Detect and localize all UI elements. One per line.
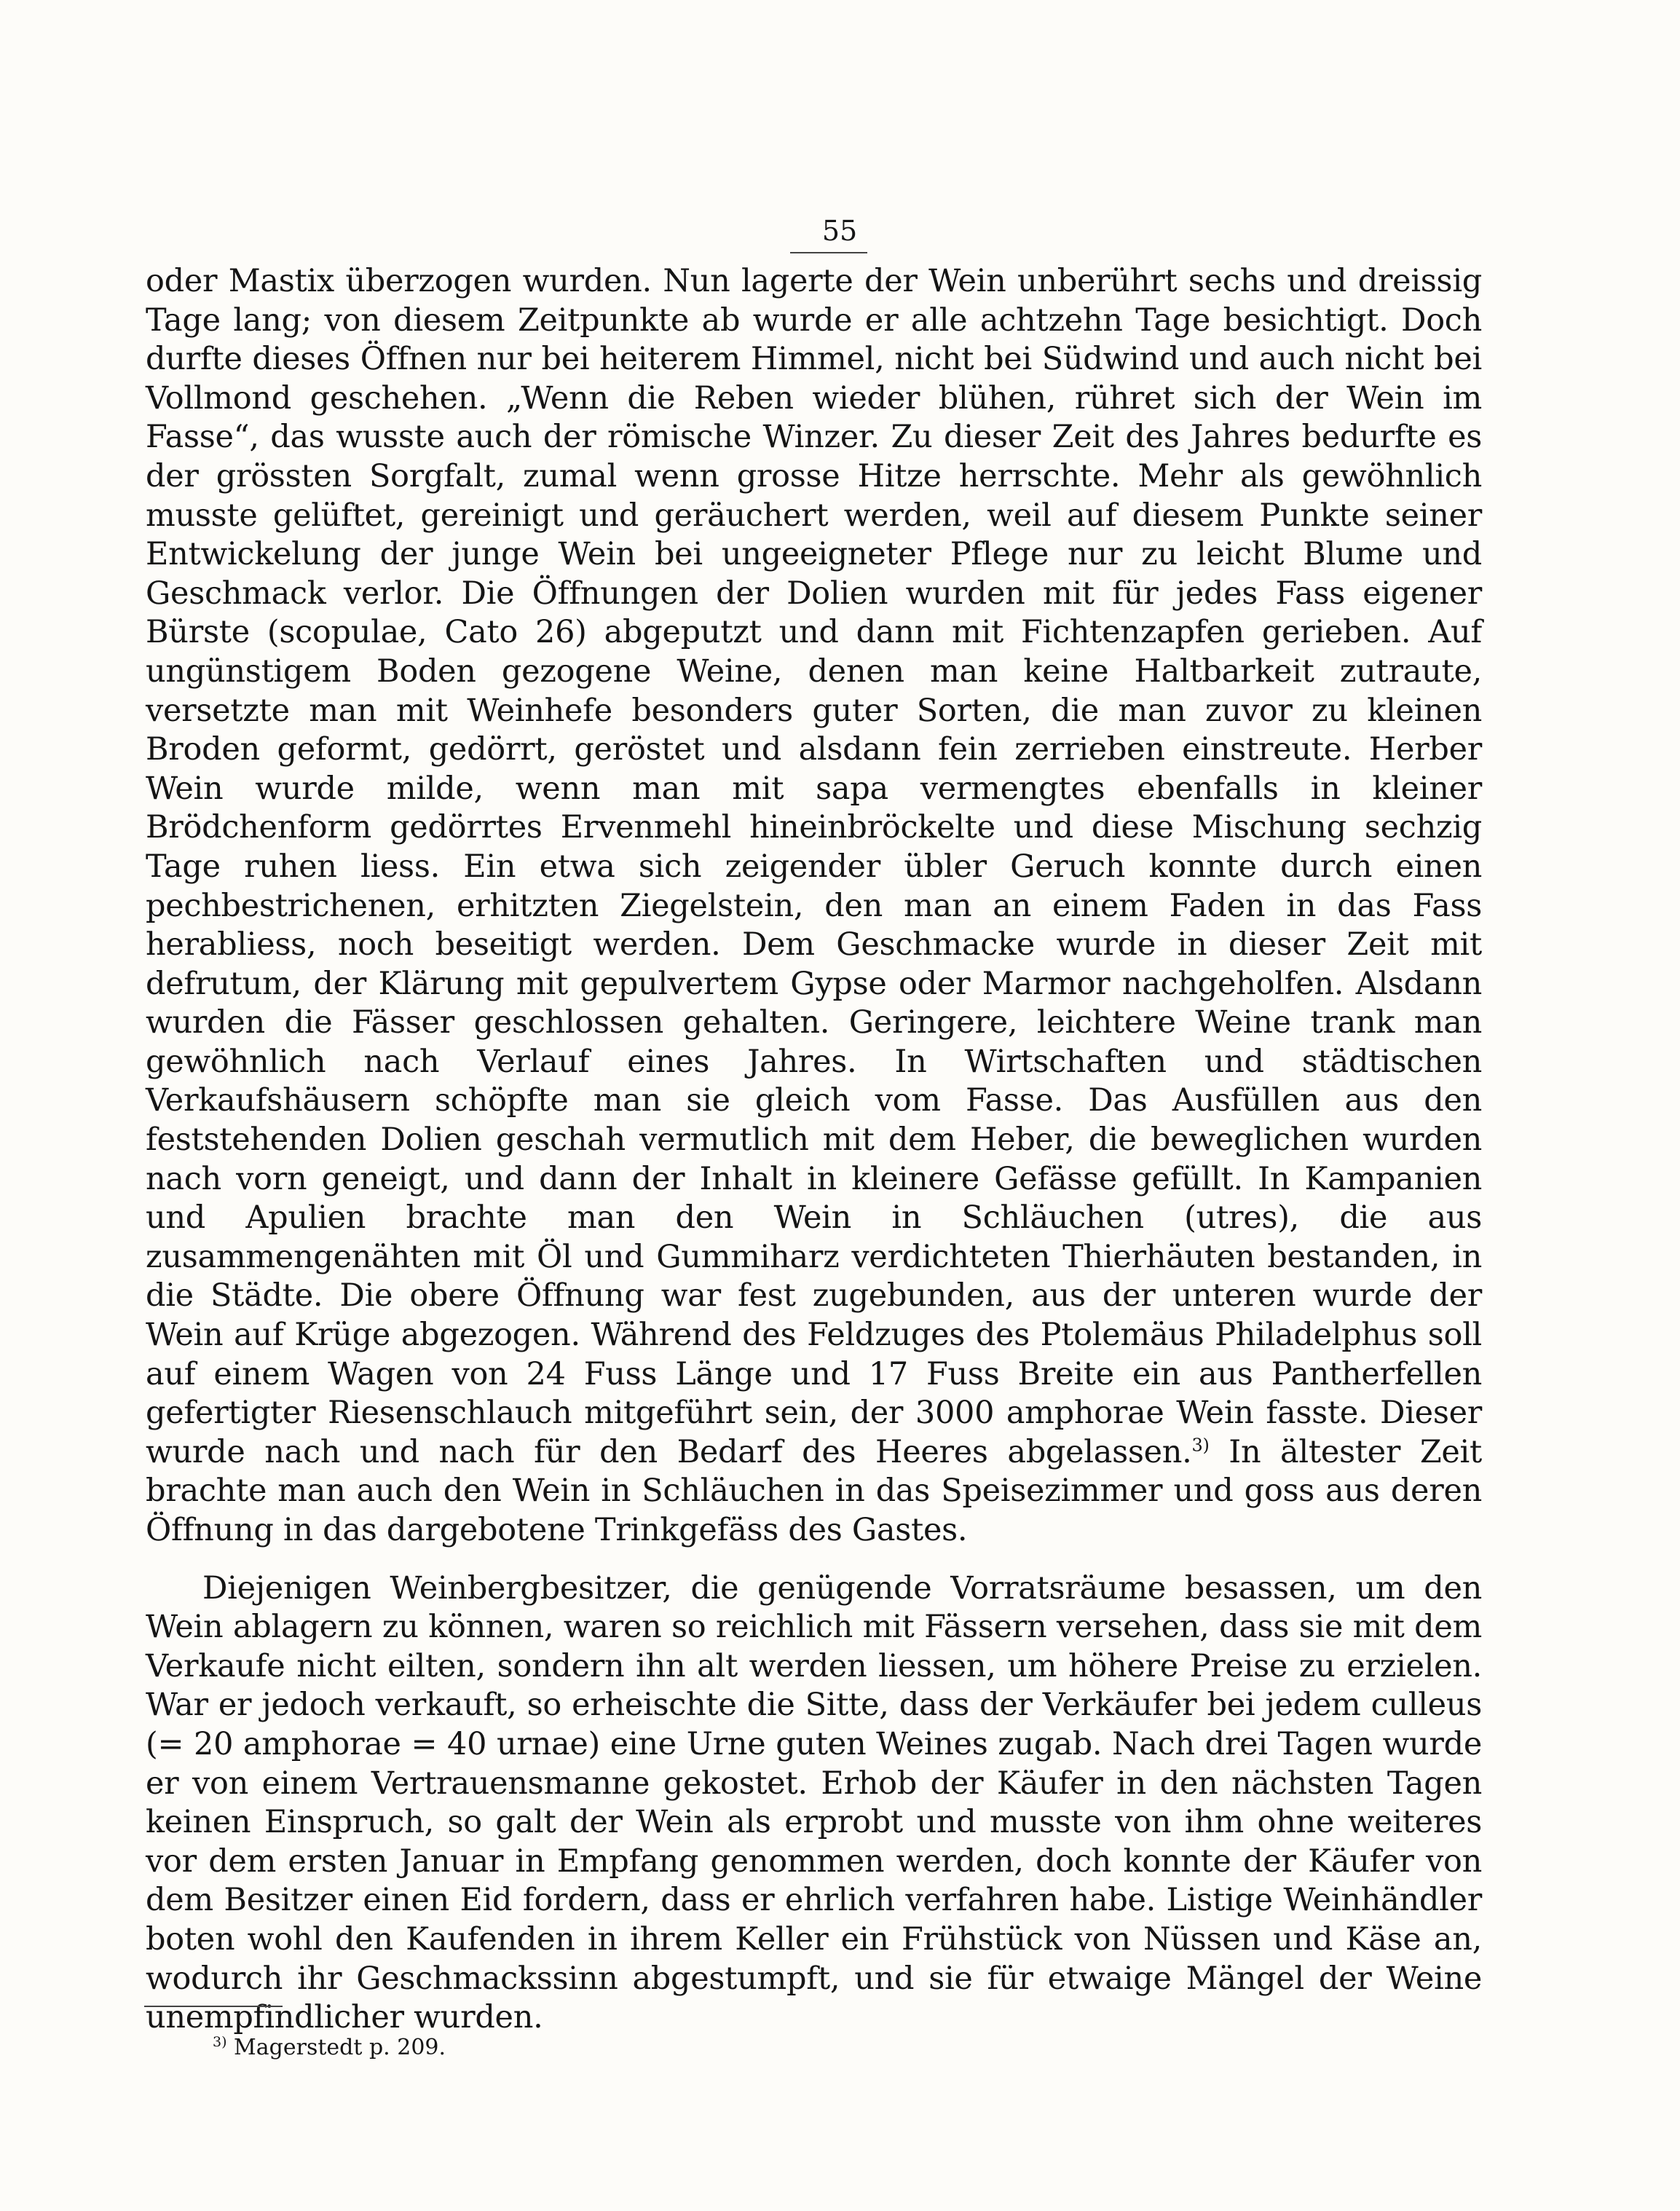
footnote-reference: 3) — [1191, 1435, 1210, 1456]
paragraph-1-tail: In ältester Zeit brachte man auch den Wein in Schläuchen in das Speisezimmer und goss aus deren Öffnung in das dargebotene Trinkgefäss des Gastes. — [146, 1433, 1482, 1548]
paragraph-1-text: oder Mastix überzogen wurden. Nun lagerte der Wein unberührt sechs und dreissig Tage lang; von diesem Zeitpunkte ab wurde er alle achtzehn Tage besichtigt. Doch durfte dieses Öffnen nur bei heiterem Himmel, nicht bei Südwind und auch nicht bei Vollmond geschehen. „Wenn die Reben wieder blühen, rühret sich der Wein im Fasse“, das wusste auch der römische Winzer. Zu dieser Zeit des Jahres bedurfte es der grössten Sorgfalt, zumal wenn grosse Hitze herrschte. Mehr als gewöhnlich musste gelüftet, gereinigt und geräuchert werden, weil auf diesem Punkte seiner Entwickelung der junge Wein bei ungeeigneter Pflege nur zu leicht Blume und Geschmack verlor. Die Öffnungen der Dolien wurden mit für jedes Fass eigener Bürste (scopulae, Cato 26) abgeputzt und dann mit Fichtenzapfen gerieben. Auf ungünstigem Boden gezogene Weine, denen man keine Haltbarkeit zutraute, versetzte man mit Weinhefe besonders guter Sorten, die man zuvor zu kleinen Broden geformt, gedörrt, geröstet und alsdann fein zerrieben einstreute. Herber Wein wurde milde, wenn man mit sapa vermengtes ebenfalls in kleiner Brödchenform gedörrtes Ervenmehl hineinbröckelte und diese Mischung sechzig Tage ruhen liess. Ein etwa sich zeigender übler Geruch konnte durch einen pechbestrichenen, erhitzten Ziegelstein, den man an einem Faden in das Fass herabliess, noch beseitigt werden. Dem Geschmacke wurde in dieser Zeit mit defrutum, der Klärung mit gepulvertem Gypse oder Marmor nachgeholfen. Alsdann wurden die Fässer geschlossen gehalten. Geringere, leichtere Weine trank man gewöhnlich nach Verlauf eines Jahres. In Wirtschaften und städtischen Verkaufshäusern schöpfte man sie gleich vom Fasse. Das Ausfüllen aus den feststehenden Dolien geschah vermutlich mit dem Heber, die beweglichen wurden nach vorn geneigt, und dann der Inhalt in kleinere Gefässe gefüllt. In Kampanien und Apulien brachte man den Wein in Schläuchen (utres), die aus zusammengenähten mit Öl und Gummiharz verdichteten Thierhäuten bestanden, in die Städte. Die obere Öffnung war fest zugebunden, aus der unteren wurde der Wein auf Krüge abgezogen. Während des Feldzuges des Ptolemäus Philadelphus soll auf einem Wagen von 24 Fuss Länge und 17 Fuss Breite ein aus Pantherfellen gefertigter Riesenschlauch mitgeführt sein, der 3000 amphorae Wein fasste. Dieser wurde nach und nach für den Bedarf des Heeres abgelassen. — [146, 263, 1482, 1470]
paragraph-1 — [146, 262, 1482, 1550]
paragraph-2: Diejenigen Weinbergbesitzer, die genügende Vorratsräume besassen, um den Wein ablagern zu können, waren so reichlich mit Fässern versehen, dass sie mit dem Verkaufe nicht eilten, sondern ihn alt werden liessen, um höhere Preise zu erzielen. War er jedoch verkauft, so erheischte die Sitte, dass der Verkäufer bei jedem culleus (= 20 amphorae = 40 urnae) eine Urne guten Weines zugab. Nach drei Tagen wurde er von einem Vertrauensmanne gekostet. Erhob der Käufer in den nächsten Tagen keinen Einspruch, so galt der Wein als erprobt und musste von ihm ohne weiteres vor dem ersten Januar in Empfang genommen werden, doch konnte der Käufer von dem Besitzer einen Eid fordern, dass er ehrlich verfahren habe. Listige Weinhändler boten wohl den Kaufenden in ihrem Keller ein Frühstück von Nüssen und Käse an, wodurch ihr Geschmackssinn abgestumpft, und sie für etwaige Mängel der Weine unempfindlicher wurden. — [146, 1569, 1482, 2036]
footnote-mark: 3) — [213, 2034, 227, 2050]
footnote-text: Magerstedt p. 209. — [226, 2035, 446, 2060]
page-number: 55 — [821, 215, 858, 247]
footnote — [213, 2033, 1087, 2062]
footnote-rule — [144, 2006, 283, 2007]
page-number-rule — [790, 252, 867, 253]
body-text — [146, 262, 1482, 2038]
